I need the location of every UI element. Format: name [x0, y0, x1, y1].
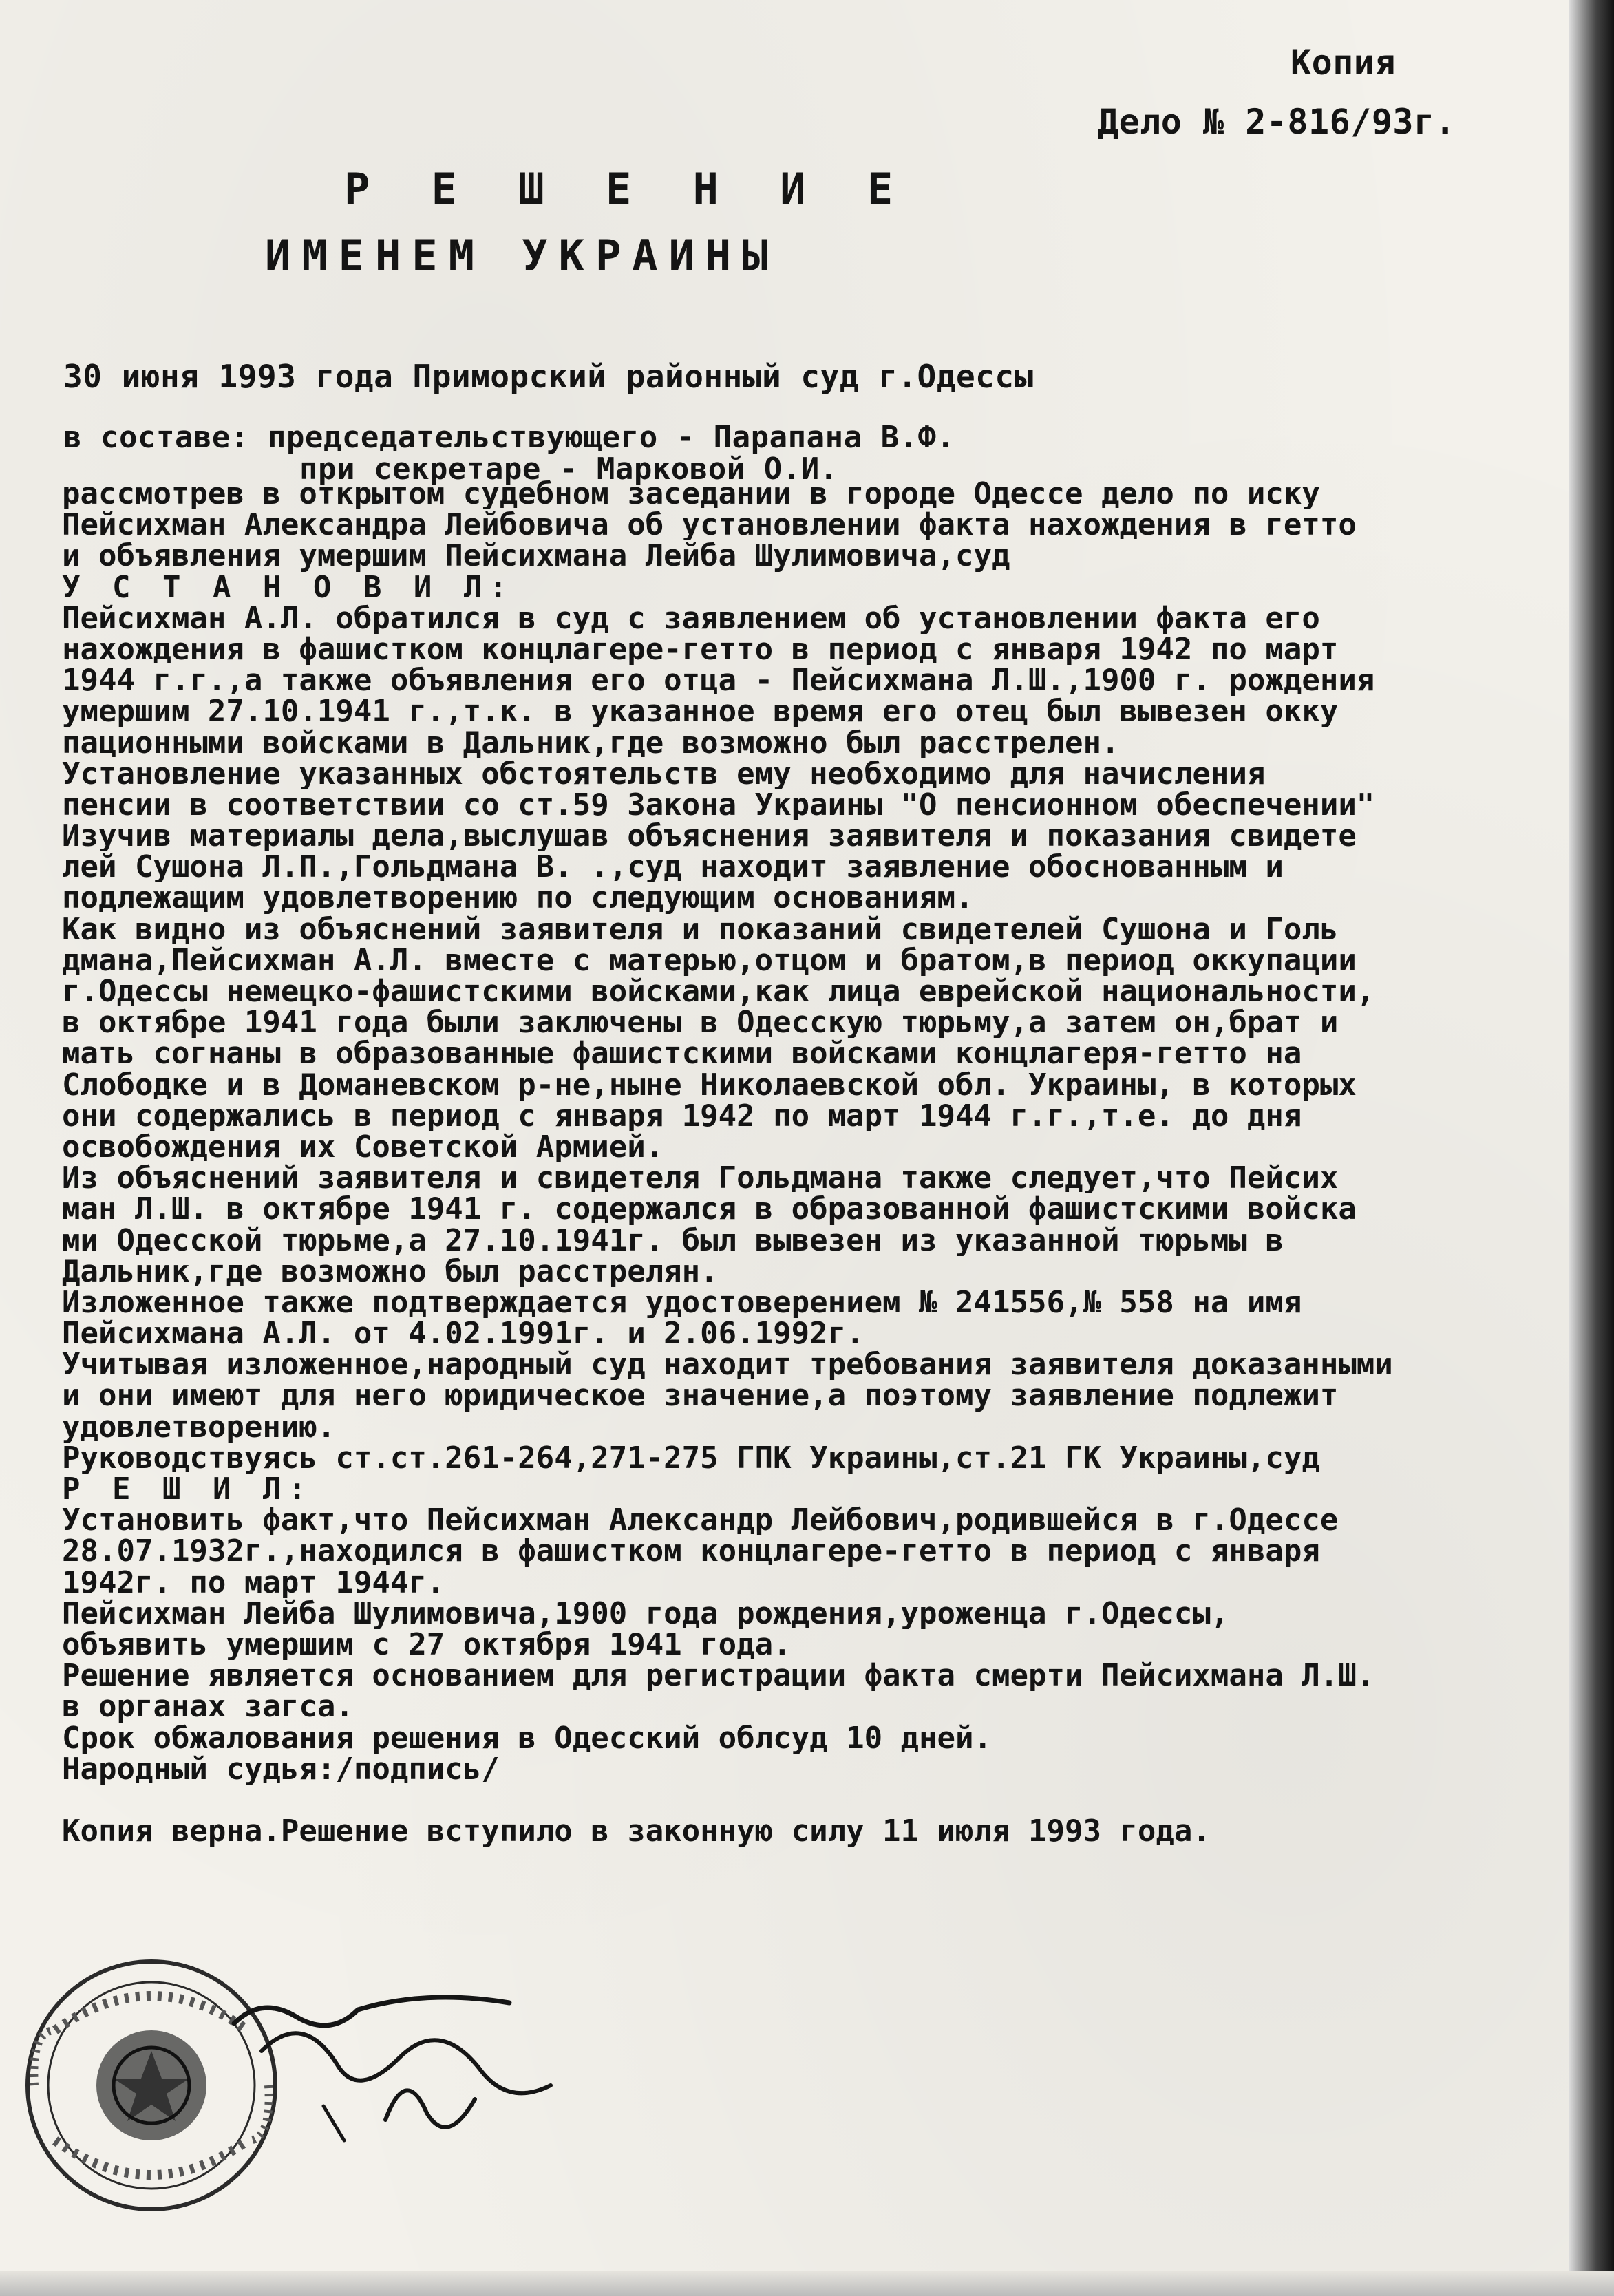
body-line: Дальник,где возможно был расстрелян. — [62, 1255, 719, 1287]
decision-body — [62, 478, 1569, 1847]
body-line: и объявления умершим Пейсихмана Лейба Шулимовича,суд — [62, 540, 1010, 572]
body-line: Руководствуясь ст.ст.261-264,271-275 ГПК Украины,ст.21 ГК Украины,суд — [62, 1442, 1320, 1474]
body-line: рассмотрев в открытом судебном заседании в городе Одессе дело по иску — [62, 478, 1320, 510]
body-line: объявить умершим с 27 октября 1941 года. — [62, 1628, 792, 1661]
body-line: мать согнаны в образованные фашистскими войсками концлагеря-гетто на — [62, 1038, 1302, 1070]
body-line: 1942г. по март 1944г. — [62, 1566, 445, 1598]
body-line: умершим 27.10.1941 г.,т.к. в указанное время его отец был вывезен окку — [62, 696, 1339, 727]
composition-line-2: при секретаре - Марковой О.И. — [299, 451, 838, 487]
body-line: пационными войсками в Дальник,где возможно был расстрелен. — [62, 727, 1120, 758]
body-line: пенсии в соответствии со ст.59 Закона Украины "О пенсионном обеспечении" — [62, 789, 1375, 821]
body-line: г.Одессы немецко-фашистскими войсками,как лица еврейской национальности, — [62, 976, 1375, 1008]
body-line: ман Л.Ш. в октябре 1941 г. содержался в образованной фашистскими войска — [62, 1193, 1357, 1225]
body-line: Изложенное также подтверждается удостоверением № 241556,№ 558 на имя — [62, 1286, 1302, 1319]
composition-line-1: в составе: председательствующего - Парапана В.Ф. — [63, 420, 955, 455]
body-line: 1944 г.г.,а также объявления его отца - Пейсихмана Л.Ш.,1900 г. рождения — [62, 665, 1375, 697]
body-line: Как видно из объяснений заявителя и показаний свидетелей Сушона и Голь — [62, 913, 1339, 945]
scan-edge-shadow — [1569, 0, 1614, 2296]
body-line: освобождения их Советской Армией. — [62, 1131, 664, 1163]
body-line: 28.07.1932г.,находился в фашистком концлагере-гетто в период с января — [62, 1535, 1320, 1567]
body-line: ми Одесской тюрьме,а 27.10.1941г. был вывезен из указанной тюрьмы в — [62, 1224, 1284, 1256]
body-line: Пейсихман Александра Лейбовича об установлении факта нахождения в гетто — [62, 509, 1357, 541]
body-line: Установление указанных обстоятельств ему необходимо для начисления — [62, 758, 1266, 789]
certification-line: Копия верна.Решение вступило в законную силу 11 июля 1993 года. — [62, 1816, 1211, 1847]
body-line: Из объяснений заявителя и свидетеля Гольдмана также следует,что Пейсих — [62, 1162, 1339, 1194]
copy-label: Копия — [1291, 43, 1397, 83]
judge-signature-line: Народный судья:/подпись/ — [62, 1753, 500, 1785]
body-line: Срок обжалования решения в Одесский облсуд 10 дней. — [62, 1722, 992, 1754]
body-line: Изучив материалы дела,выслушав объяснения заявителя и показания свидете — [62, 820, 1357, 852]
body-line: они содержались в период с января 1942 по март 1944 г.г.,т.е. до дня — [62, 1100, 1302, 1131]
body-line: Пейсихмана А.Л. от 4.02.1991г. и 2.06.1992г. — [62, 1318, 864, 1350]
body-line: дмана,Пейсихман А.Л. вместе с матерью,отцом и братом,в период оккупации — [62, 944, 1357, 976]
scan-bottom-edge — [0, 2271, 1614, 2296]
document-subtitle: ИМЕНЕМ УКРАИНЫ — [265, 231, 779, 281]
body-line: в органах загса. — [62, 1691, 354, 1723]
body-line: Учитывая изложенное,народный суд находит требования заявителя доказанными — [62, 1349, 1393, 1381]
body-line: Слободке и в Доманевском р-не,ныне Николаевской обл. Украины, в которых — [62, 1069, 1357, 1101]
document-title: Р Е Ш Е Н И Е — [344, 164, 911, 214]
case-number: Дело № 2-816/93г. — [1098, 102, 1456, 142]
body-line-blank — [62, 1785, 1569, 1816]
body-line: нахождения в фашистком концлагере-гетто в период с января 1942 по март — [62, 633, 1339, 666]
body-line: Пейсихман Лейба Шулимовича,1900 года рождения,уроженца г.Одессы, — [62, 1597, 1229, 1629]
body-line: Пейсихман А.Л. обратился в суд с заявлением об установлении факта его — [62, 602, 1320, 634]
body-line: и они имеют для него юридическое значение,а поэтому заявление подлежит — [62, 1380, 1339, 1412]
section-heading-established: У С Т А Н О В И Л: — [62, 571, 514, 603]
body-line: Установить факт,что Пейсихман Александр Лейбович,родившейся в г.Одессе — [62, 1505, 1339, 1536]
court-line: 30 июня 1993 года Приморский районный суд г.Одессы — [63, 358, 1034, 395]
body-line: Решение является основанием для регистрации факта смерти Пейсихмана Л.Ш. — [62, 1660, 1375, 1692]
handwritten-signature — [220, 1968, 578, 2161]
body-line: в октябре 1941 года были заключены в Одесскую тюрьму,а затем он,брат и — [62, 1007, 1339, 1039]
body-line: лей Сушона Л.П.,Гольдмана В. .,суд находит заявление обоснованным и — [62, 851, 1284, 883]
section-heading-decided: Р Е Ш И Л: — [62, 1474, 313, 1505]
body-line: удовлетворению. — [62, 1411, 336, 1443]
body-line: подлежащим удовлетворению по следующим основаниям. — [62, 882, 974, 914]
